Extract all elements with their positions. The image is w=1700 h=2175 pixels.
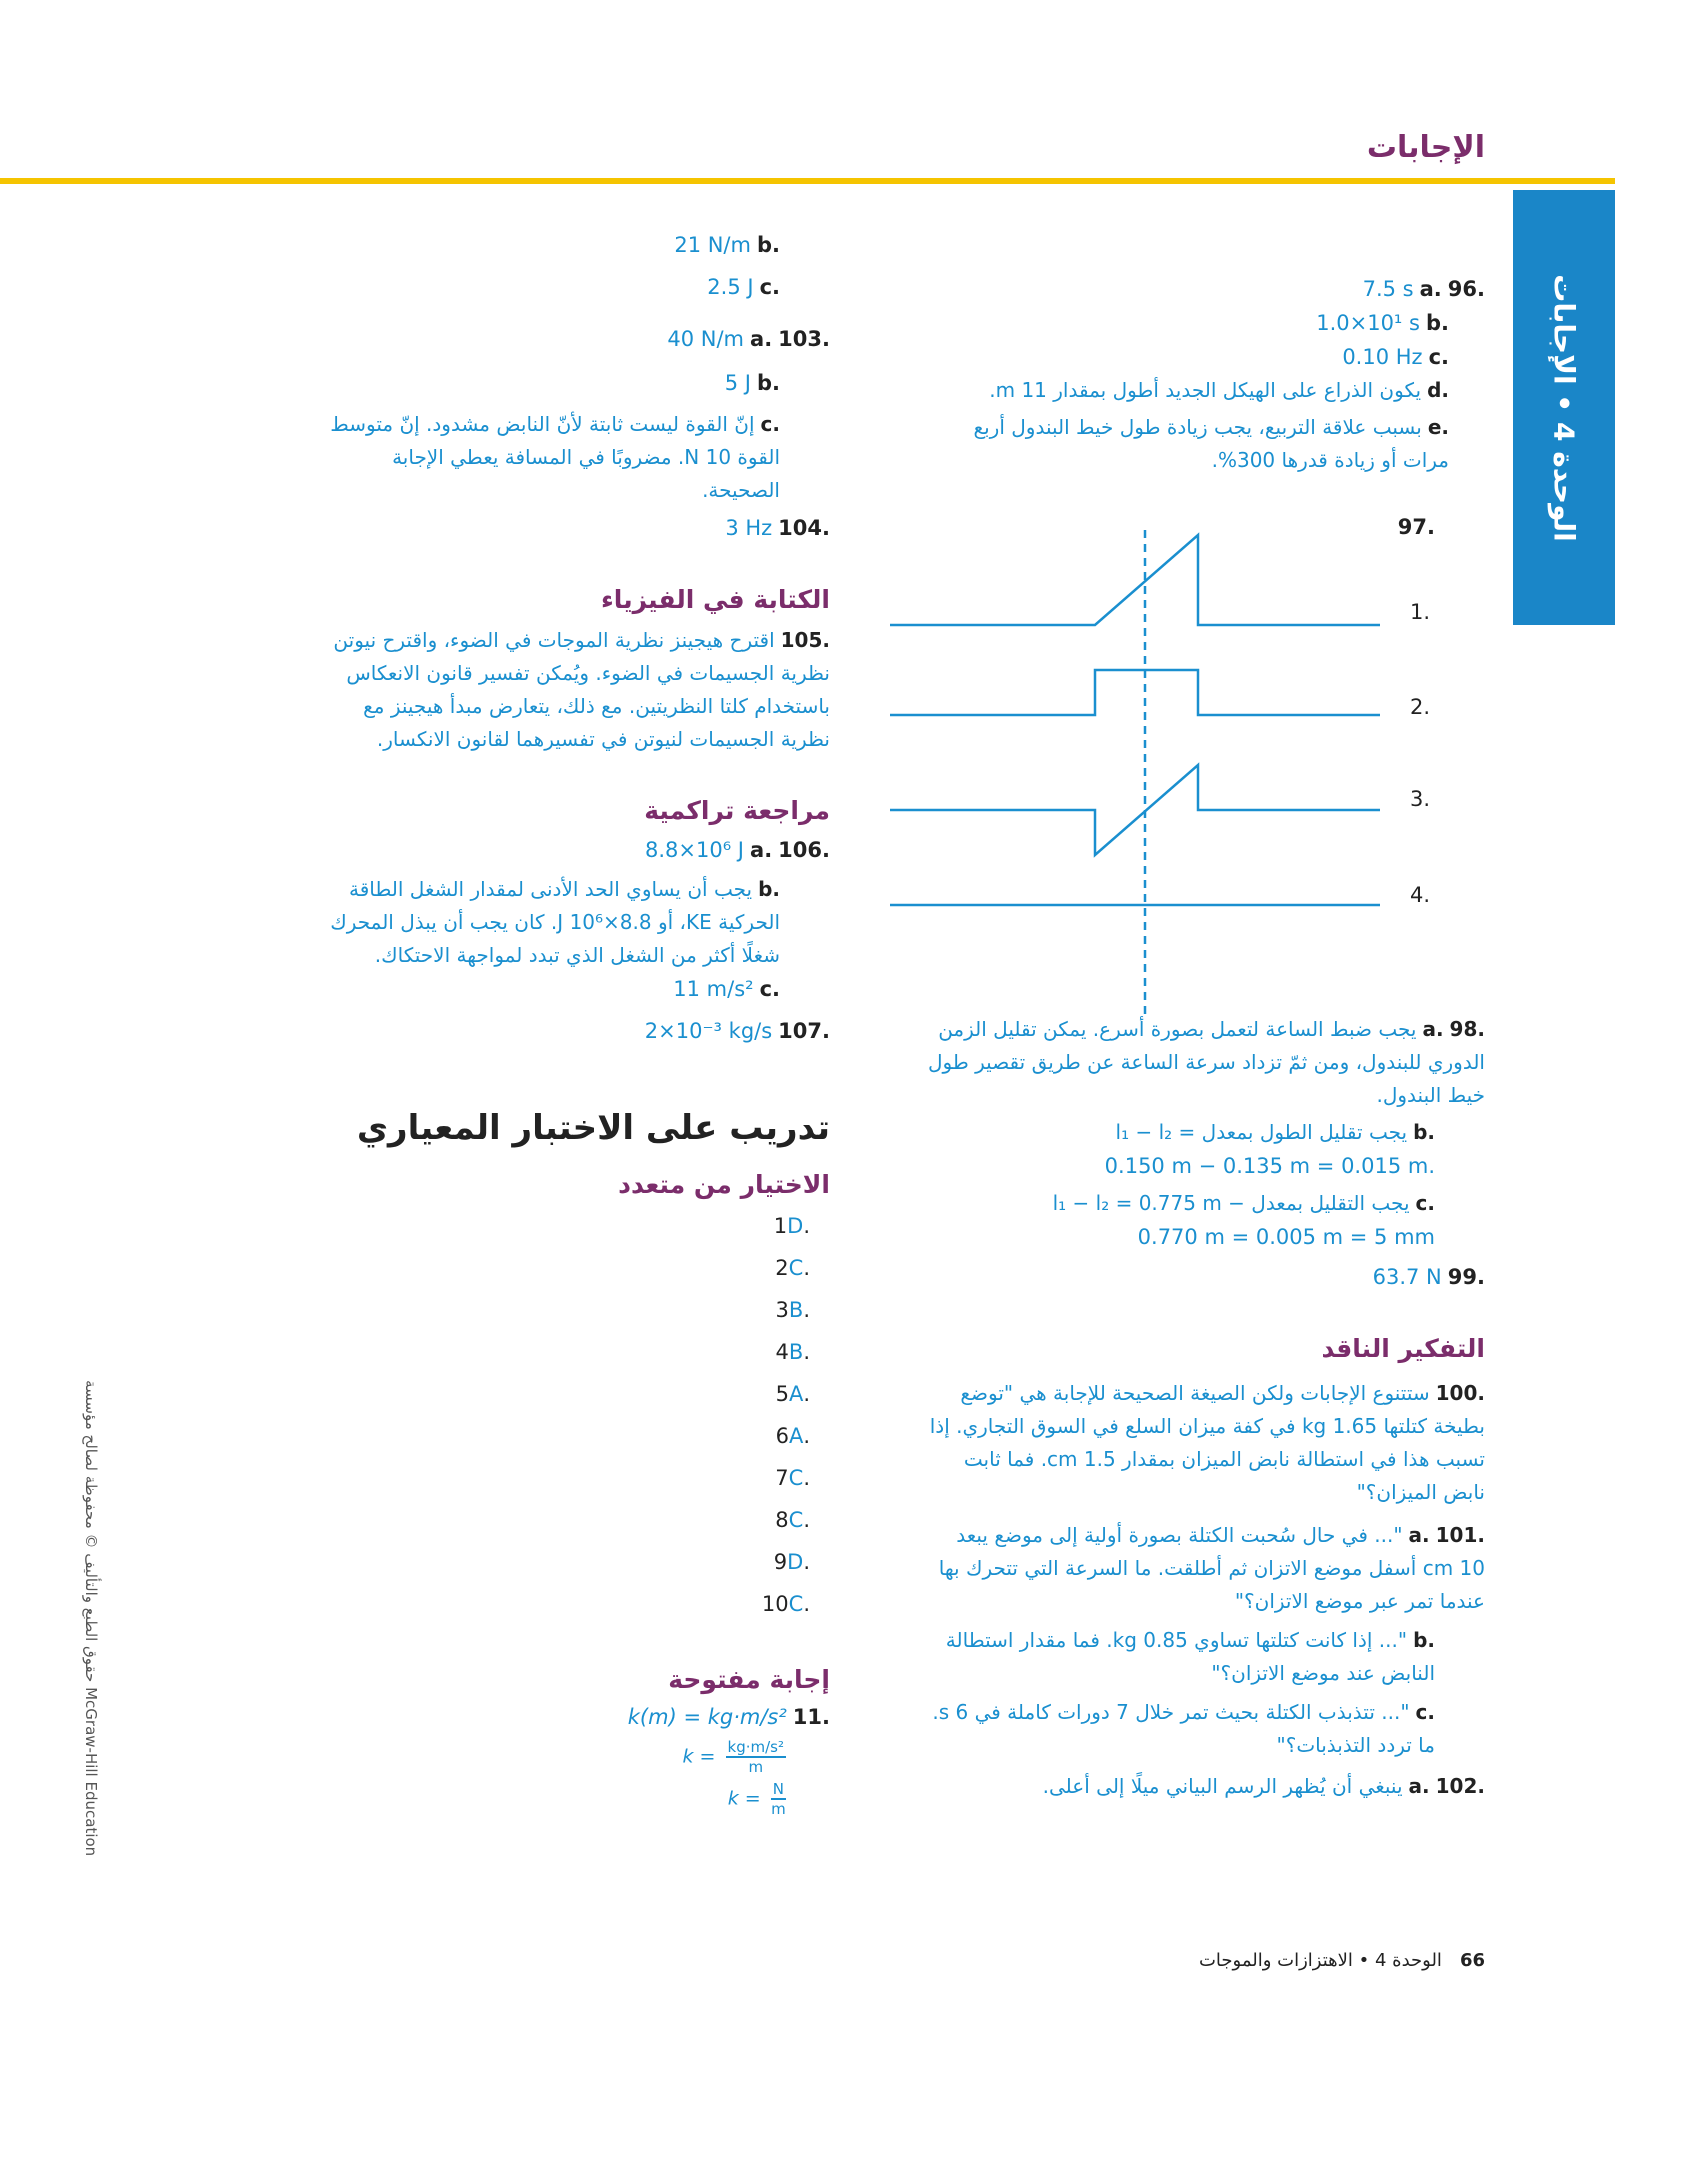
right-column-lower bbox=[925, 1013, 1485, 1803]
page-title: الإجابات bbox=[1366, 130, 1485, 165]
wave-2 bbox=[890, 670, 1380, 715]
wave-3 bbox=[890, 765, 1380, 855]
q102b: .b21 N/m bbox=[674, 233, 780, 257]
q107: .1072×10⁻³ kg/s bbox=[644, 1019, 830, 1043]
q98c-eq: 0.770 m = 0.005 m = 5 mm bbox=[1137, 1225, 1435, 1249]
wave-1 bbox=[890, 535, 1380, 625]
q96b: .b1.0×10¹ s bbox=[1316, 311, 1449, 335]
mc-item: .2C bbox=[775, 1256, 810, 1280]
q99: .9963.7 N bbox=[1372, 1265, 1485, 1289]
mc-item: .3B bbox=[775, 1298, 810, 1322]
q11-eq2: k = $\frac{\text{kg·m/s²}}{m}$ bbox=[682, 1738, 784, 1776]
q104: .1043 Hz bbox=[725, 516, 830, 540]
mc-item: .10C bbox=[761, 1592, 810, 1616]
q96a: .96.a7.5 s bbox=[1362, 277, 1485, 301]
copyright-credit bbox=[80, 1380, 120, 1930]
q105: .105اقترح هيجينز نظرية الموجات في الضوء، واقترح نيوتن نظرية الجسيمات في الضوء. ويُمكن تفسير قانون الانعكاس باستخدام كلتا النظريتين. مع ذلك، يتعارض مبدأ هيجينز مع نظرية الجسيمات لنيوتن في تفسيرهما لقانون الانكسار. bbox=[333, 628, 830, 751]
mc-item: .7C bbox=[775, 1466, 810, 1490]
q98b-eq: 0.150 m − 0.135 m = 0.015 m. bbox=[1104, 1154, 1435, 1178]
copyright-text: McGraw-Hill Education حقوق الطبع والتأليف © محفوظة لصالح مؤسسة bbox=[82, 1380, 100, 1857]
open-response-heading: إجابة مفتوحة bbox=[668, 1665, 830, 1694]
page-footer bbox=[1199, 1950, 1485, 1971]
q100: .100ستتنوع الإجابات ولكن الصيغة الصحيحة للإجابة هي "توضع بطيخة كتلتها 1.65 kg في كفة ميزان السلع في السوق التجاري. إذا تسبب هذا في استطالة نابض الميزان بمقدار 1.5 cm. فما ثابت نابض الميزان؟" bbox=[929, 1381, 1485, 1504]
mc-item: .5A bbox=[775, 1382, 810, 1406]
q98a: .98.aيجب ضبط الساعة لتعمل بصورة أسرع. يمكن تقليل الزمن الدوري للبندول، ومن ثمّ تزداد سرعة الساعة عن طريق تقصير طول خيط البندول. bbox=[928, 1017, 1485, 1107]
mc-item: .4B bbox=[775, 1340, 810, 1364]
q106b: .bيجب أن يساوي الحد الأدنى لمقدار الشغل الطاقة الحركية KE، أو 8.8×10⁶ J. كان يجب أن يبذل المحرك شغلًا أكثر من الشغل الذي تبدد لمواجهة الاحتكاك. bbox=[330, 877, 780, 967]
mc-item: .8C bbox=[775, 1508, 810, 1532]
q106c: .c11 m/s² bbox=[673, 977, 780, 1001]
q103c: .cإنّ القوة ليست ثابتة لأنّ النابض مشدود. إنّ متوسط القوة 10 N. مضروبًا في المسافة يعطي الإجابة الصحيحة. bbox=[330, 412, 780, 502]
side-tab bbox=[1513, 190, 1615, 625]
side-tab-label: الوحدة 4 • الإجابات bbox=[1547, 273, 1581, 542]
q101a: .101.a"... في حال سُحبت الكتلة بصورة أولية إلى موضع يبعد 10 cm أسفل موضع الاتزان ثم أطلقت. ما السرعة التي تتحرك بها عندما تمر عبر موضع الاتزان؟" bbox=[938, 1523, 1485, 1613]
footer-text: الوحدة 4 • الاهتزازات والموجات bbox=[1198, 1950, 1442, 1971]
q97-label-1: .1 bbox=[1409, 600, 1430, 624]
q103b: .b5 J bbox=[724, 371, 780, 395]
mc-item: .6A bbox=[775, 1424, 810, 1448]
q103a: .103.a40 N/m bbox=[667, 327, 830, 351]
q11-eq1: .11k(m) = kg·m/s² bbox=[627, 1705, 830, 1729]
review-heading: مراجعة تراكمية bbox=[644, 796, 830, 825]
q97-label-3: .3 bbox=[1409, 787, 1430, 811]
multiple-choice-heading: الاختيار من متعدد bbox=[618, 1170, 830, 1199]
left-column bbox=[310, 228, 830, 1818]
mc-item: .9D bbox=[773, 1550, 810, 1574]
right-column bbox=[925, 272, 1485, 477]
q101b: .b"... إذا كانت كتلتها تساوي 0.85 kg. فما مقدار استطالة النابض عند موضع الاتزان؟" bbox=[945, 1628, 1435, 1685]
test-prep-heading: تدريب على الاختبار المعياري bbox=[356, 1108, 830, 1148]
q98c: .cيجب التقليل بمعدل l₁ − l₂ = 0.775 m − bbox=[1052, 1191, 1435, 1215]
wave-diagram bbox=[880, 525, 1400, 1025]
q11-eq3: k = $\frac{N}{m}$ bbox=[727, 1780, 786, 1818]
q98b: .bيجب تقليل الطول بمعدل l₁ − l₂ = bbox=[1115, 1120, 1435, 1144]
q96e: .eبسبب علاقة التربيع، يجب زيادة طول خيط البندول أربع مرات أو زيادة قدرها 300%. bbox=[973, 415, 1449, 472]
mc-item: .1D bbox=[773, 1214, 810, 1238]
writing-heading: الكتابة في الفيزياء bbox=[601, 585, 830, 614]
q97-number: .97 bbox=[1397, 515, 1435, 539]
mc-list bbox=[310, 1205, 810, 1625]
q97-label-2: .2 bbox=[1409, 695, 1430, 719]
q97-label-4: .4 bbox=[1409, 883, 1430, 907]
q101c: .c"... تتذبذب الكتلة بحيث تمر خلال 7 دورات كاملة في 6 s. ما تردد التذبذبات؟" bbox=[932, 1700, 1435, 1757]
page-number: 66 bbox=[1459, 1950, 1485, 1971]
critical-thinking-heading: التفكير الناقد bbox=[1321, 1334, 1485, 1363]
q96d: .dيكون الذراع على الهيكل الجديد أطول بمقدار 11 m. bbox=[989, 378, 1449, 402]
q96c: .c0.10 Hz bbox=[1342, 345, 1449, 369]
q106a: .106.a8.8×10⁶ J bbox=[645, 838, 830, 862]
q102c: .c2.5 J bbox=[707, 275, 780, 299]
header-rule bbox=[0, 178, 1615, 184]
q102a: .102.aينبغي أن يُظهر الرسم البياني ميلًا إلى أعلى. bbox=[1042, 1774, 1485, 1798]
